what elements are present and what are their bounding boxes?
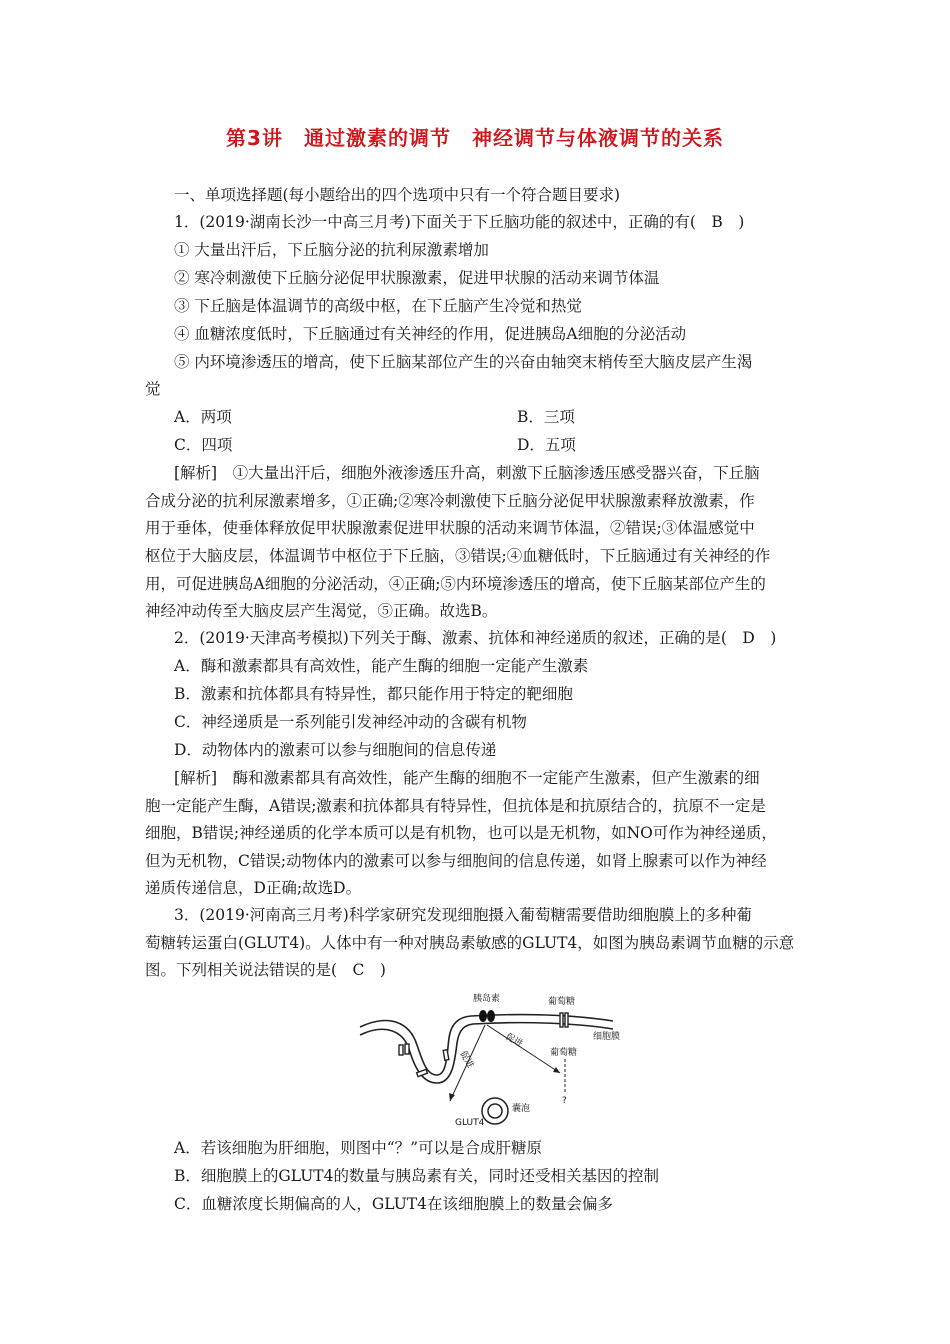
q1-item-3: ③ 下丘脑是体温调节的高级中枢，在下丘脑产生冷觉和热觉 xyxy=(174,297,582,315)
q3-stem-line: 图。下列相关说法错误的是( C ) xyxy=(145,961,386,979)
q1-item-5: ⑤ 内环境渗透压的增高，使下丘脑某部位产生的兴奋由轴突末梢传至大脑皮层产生渴 xyxy=(174,353,753,371)
glut4-channel-icon xyxy=(443,1050,449,1061)
label-vesicle: 囊泡 xyxy=(512,1104,531,1114)
q2-option-a: A．酶和激素都具有高效性，能产生酶的细胞一定能产生激素 xyxy=(174,657,589,675)
q2-stem: 2．(2019·天津高考模拟)下列关于酶、激素、抗体和神经递质的叙述，正确的是( D ) xyxy=(174,629,777,647)
q2-analysis-line: 细胞，B错误;神经递质的化学本质可以是有机物，也可以是无机物，如NO可作为神经递质， xyxy=(145,824,777,842)
label-glucose-top: 葡萄糖 xyxy=(548,997,576,1007)
q1-stem: 1．(2019·湖南长沙一中高三月考)下面关于下丘脑功能的叙述中，正确的有( B ) xyxy=(174,213,745,231)
q1-analysis-line: [解析] ①大量出汗后，细胞外液渗透压升高，刺激下丘脑渗透压感受器兴奋，下丘脑 xyxy=(174,464,760,482)
q3-stem-line: 3．(2019·河南高三月考)科学家研究发现细胞摄入葡萄糖需要借助细胞膜上的多种葡 xyxy=(174,906,752,924)
glut4-channel-icon xyxy=(405,1044,409,1054)
q3-option-c: C．血糖浓度长期偏高的人，GLUT4在该细胞膜上的数量会偏多 xyxy=(174,1195,613,1213)
q1-option-b: B．三项 xyxy=(517,408,575,426)
q1-analysis-line: 枢位于大脑皮层，体温调节中枢位于下丘脑，③错误;④血糖低时，下丘脑通过有关神经的作 xyxy=(145,547,771,565)
label-glucose-inside: 葡萄糖 xyxy=(550,1048,578,1058)
q3-option-b: B．细胞膜上的GLUT4的数量与胰岛素有关，同时还受相关基因的控制 xyxy=(174,1167,659,1185)
label-insulin: 胰岛素 xyxy=(473,994,501,1004)
q3-stem-line: 萄糖转运蛋白(GLUT4)。人体中有一种对胰岛素敏感的GLUT4，如图为胰岛素调节血糖的示意 xyxy=(145,934,795,952)
label-promote-2: 促进 xyxy=(503,1031,525,1050)
page-title: 第3讲 通过激素的调节 神经调节与体液调节的关系 xyxy=(226,126,724,150)
q1-item-1: ① 大量出汗后，下丘脑分泌的抗利尿激素增加 xyxy=(174,241,489,259)
label-promote-1: 促进 xyxy=(457,1049,476,1071)
glut4-channel-icon xyxy=(399,1045,403,1055)
q1-item-4: ④ 血糖浓度低时，下丘脑通过有关神经的作用，促进胰岛A细胞的分泌活动 xyxy=(174,325,687,343)
insulin-glut4-diagram xyxy=(355,983,635,1128)
glut4-channel-icon xyxy=(565,1013,568,1027)
q3-option-a: A．若该细胞为肝细胞，则图中“？”可以是合成肝糖原 xyxy=(174,1139,543,1157)
label-membrane: 细胞膜 xyxy=(593,1032,621,1042)
q1-analysis-line: 用，可促进胰岛A细胞的分泌活动，④正确;⑤内环境渗透压的增高，使下丘脑某部位产生的 xyxy=(145,575,766,593)
q2-option-d: D．动物体内的激素可以参与细胞间的信息传递 xyxy=(174,741,497,759)
vesicle-icon xyxy=(482,1098,508,1124)
q2-option-b: B．激素和抗体都具有特异性，都只能作用于特定的靶细胞 xyxy=(174,685,573,703)
q2-analysis-line: [解析] 酶和激素都具有高效性，能产生酶的细胞不一定能产生激素，但产生激素的细 xyxy=(174,769,760,787)
q1-analysis-line: 合成分泌的抗利尿激素增多，①正确;②寒冷刺激使下丘脑分泌促甲状腺激素释放激素，作 xyxy=(145,492,755,510)
q1-item-5-cont: 觉 xyxy=(145,380,161,398)
q1-analysis-line: 神经冲动传至大脑皮层产生渴觉，⑤正确。故选B。 xyxy=(145,602,498,620)
q1-item-2: ② 寒冷刺激使下丘脑分泌促甲状腺激素，促进甲状腺的活动来调节体温 xyxy=(174,269,660,287)
label-question: ? xyxy=(562,1096,567,1106)
q1-option-c: C．四项 xyxy=(174,436,233,454)
q1-option-a: A．两项 xyxy=(174,408,232,426)
glut4-channel-icon xyxy=(560,1013,563,1027)
q2-option-c: C．神经递质是一系列能引发神经冲动的含碳有机物 xyxy=(174,713,527,731)
section-heading: 一、单项选择题(每小题给出的四个选项中只有一个符合题目要求) xyxy=(174,186,621,204)
q1-option-d: D．五项 xyxy=(517,436,576,454)
q2-analysis-line: 但为无机物，C错误;动物体内的激素可以参与细胞间的信息传递，如肾上腺素可以作为神经 xyxy=(145,852,767,870)
insulin-receptor-icon xyxy=(479,1010,495,1022)
q2-analysis-line: 递质传递信息，D正确;故选D。 xyxy=(145,879,362,897)
q2-analysis-line: 胞一定能产生酶，A错误;激素和抗体都具有特异性，但抗体是和抗原结合的，抗原不一定是 xyxy=(145,797,766,815)
label-glut4: GLUT4 xyxy=(455,1118,485,1128)
q1-analysis-line: 用于垂体，使垂体释放促甲状腺激素促进甲状腺的活动来调节体温，②错误;③体温感觉中 xyxy=(145,519,755,537)
